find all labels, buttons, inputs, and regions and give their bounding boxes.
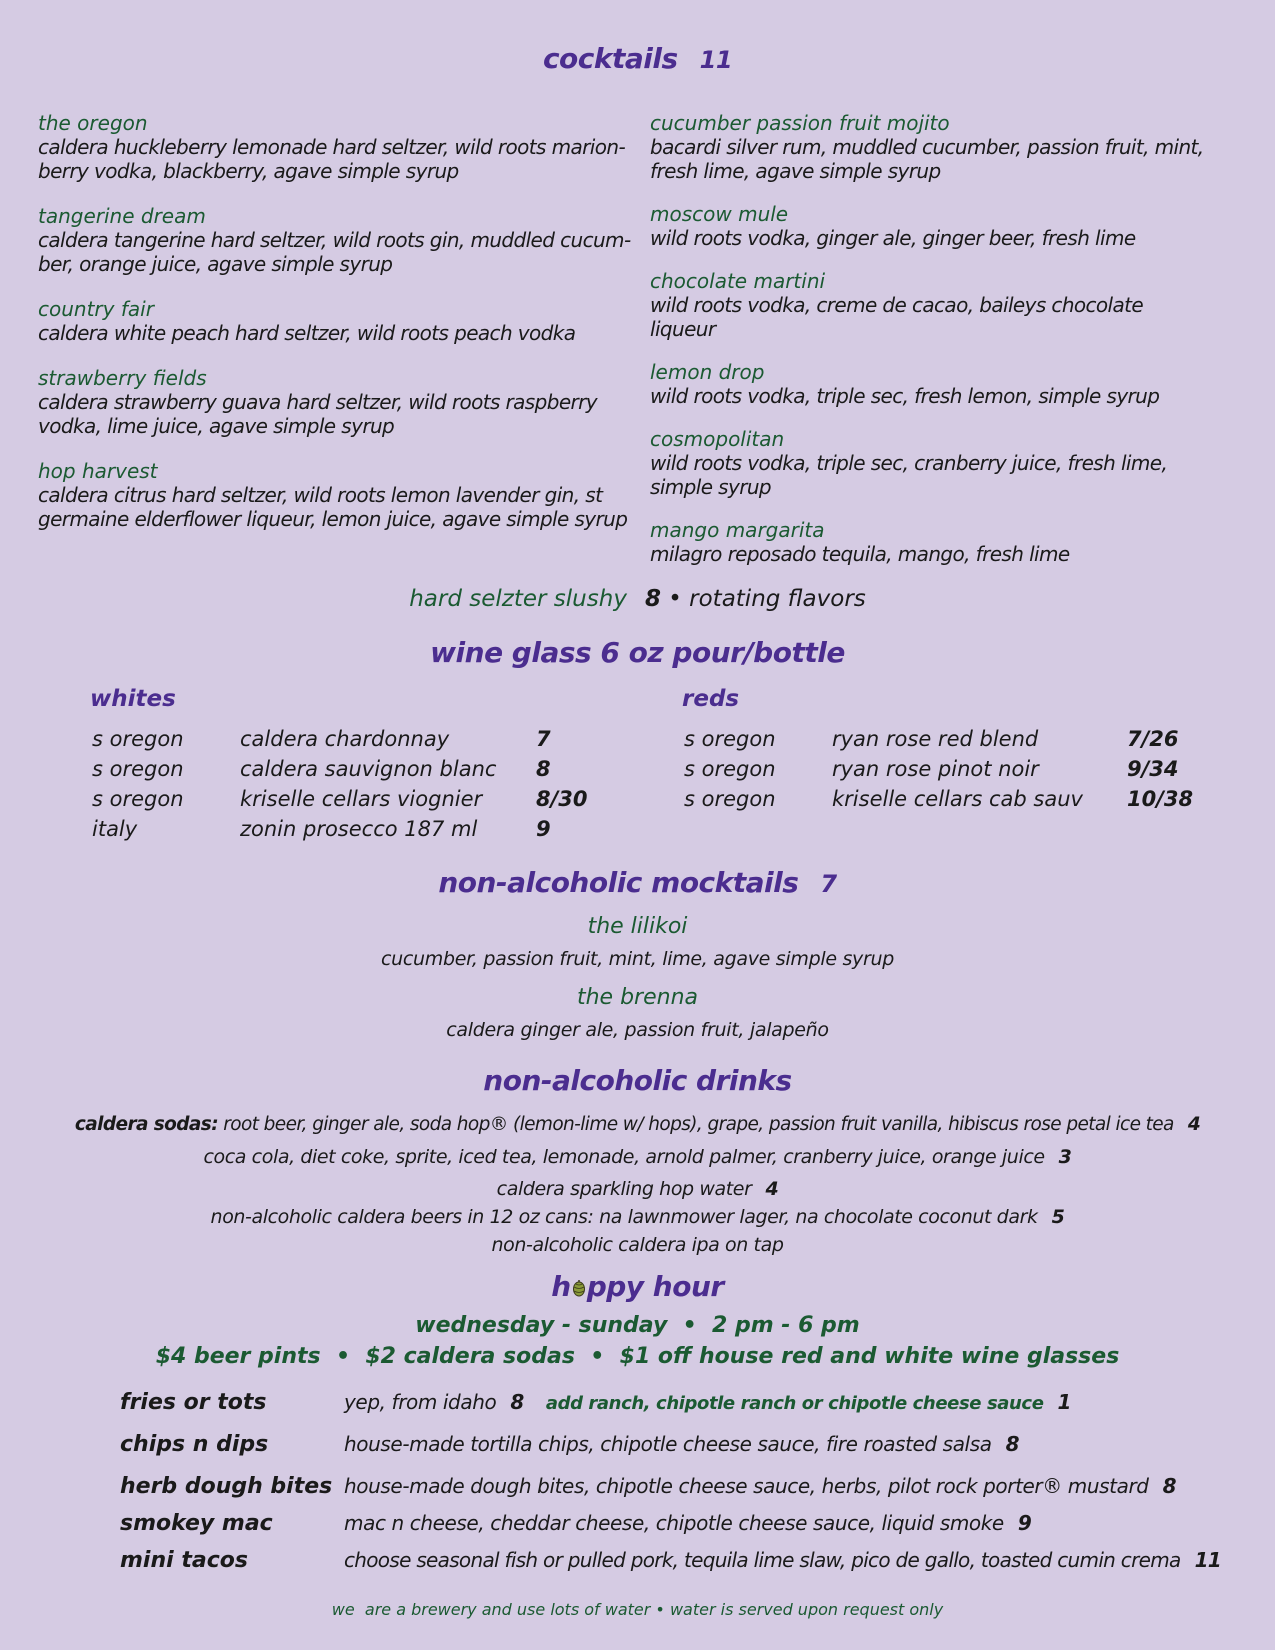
drink-description: caldera tangerine hard seltzer, wild roots gin, muddled cucum-ber, orange juice, agave simple syrup xyxy=(38,228,631,276)
wine-origin: italy xyxy=(92,817,138,841)
food-description: house-made dough bites, chipotle cheese sauce, herbs, pilot rock porter® mustard xyxy=(344,1474,1149,1498)
drink-name: cosmopolitan xyxy=(650,427,785,451)
happy-hour-title-end: ppy hour xyxy=(586,1270,724,1303)
wine-name: ryan rose red blend xyxy=(832,727,1039,751)
wine-price: 7 xyxy=(536,727,551,751)
food-description-group xyxy=(344,1548,1221,1572)
wine-origin: s oregon xyxy=(684,757,776,781)
wine-row xyxy=(684,787,1204,817)
slushy-name: hard selzter slushy xyxy=(409,586,627,612)
mocktails-heading xyxy=(0,866,1275,899)
food-addon: add ranch, chipotle ranch or chipotle cheese sauce xyxy=(545,1393,1044,1414)
slushy-line xyxy=(0,586,1275,612)
food-description: choose seasonal fish or pulled pork, tequila lime slaw, pico de gallo, toasted cumin crema xyxy=(344,1548,1181,1572)
drink-description: caldera huckleberry lemonade hard seltzer, wild roots marion-berry vodka, blackberry, agave simple syrup xyxy=(38,135,626,183)
cocktails-right-column xyxy=(650,112,1210,586)
happy-hour-heading xyxy=(0,1270,1275,1303)
wine-name: caldera sauvignon blanc xyxy=(240,757,497,781)
wine-row xyxy=(684,757,1204,787)
drink-name: strawberry fields xyxy=(38,366,207,390)
menu-item xyxy=(650,203,1210,250)
whites-table xyxy=(92,727,612,847)
wine-price: 8/30 xyxy=(536,787,588,811)
drink-name: cucumber passion fruit mojito xyxy=(650,111,950,135)
na-drinks-heading: non-alcoholic drinks xyxy=(483,1064,792,1097)
mocktails-title: non-alcoholic mocktails xyxy=(438,866,799,899)
menu-item xyxy=(38,205,638,276)
hop-water-desc: caldera sparkling hop water xyxy=(496,1178,752,1200)
food-description: house-made tortilla chips, chipotle cheese sauce, fire roasted salsa xyxy=(344,1432,992,1456)
wine-row xyxy=(684,727,1204,757)
food-description-group xyxy=(344,1390,1071,1414)
caldera-sodas-price: 4 xyxy=(1187,1114,1201,1135)
wine-price: 8 xyxy=(536,757,551,781)
wine-origin: s oregon xyxy=(92,787,184,811)
footer-note: we are a brewery and use lots of water • water is served upon request only xyxy=(331,1600,944,1619)
wine-price: 7/26 xyxy=(1127,727,1179,751)
menu-item xyxy=(650,361,1210,408)
menu-item xyxy=(38,367,638,438)
reds-heading: reds xyxy=(682,686,740,712)
soft-drinks-desc: coca cola, diet coke, sprite, iced tea, lemonade, arnold palmer, cranberry juice, orange juice xyxy=(203,1146,1045,1168)
hop-icon xyxy=(572,1271,586,1289)
reds-table xyxy=(684,727,1204,817)
menu-item xyxy=(38,460,638,531)
menu-item xyxy=(650,519,1210,566)
drink-name: chocolate martini xyxy=(650,269,826,293)
caldera-sodas-label: caldera sodas: xyxy=(74,1114,218,1135)
wine-origin: s oregon xyxy=(684,787,776,811)
happy-hour-title-start: h xyxy=(551,1270,571,1303)
soft-drinks-price: 3 xyxy=(1058,1146,1072,1168)
cocktails-left-column xyxy=(38,112,638,553)
menu-item xyxy=(650,270,1210,341)
drink-name: lemon drop xyxy=(650,360,765,384)
wine-name: kriselle cellars cab sauv xyxy=(832,787,1083,811)
happy-hour-deals: $4 beer pints • $2 caldera sodas • $1 off house red and white wine glasses xyxy=(155,1344,1120,1369)
wine-origin: s oregon xyxy=(684,727,776,751)
food-name: smokey mac xyxy=(120,1511,273,1536)
wine-origin: s oregon xyxy=(92,757,184,781)
food-addon-price: 1 xyxy=(1057,1390,1072,1414)
menu-item xyxy=(650,428,1210,499)
food-description-group xyxy=(344,1474,1176,1498)
cocktails-price: 11 xyxy=(699,46,733,74)
mocktail-name: the lilikoi xyxy=(587,914,688,939)
slushy-note: • rotating flavors xyxy=(668,586,866,612)
food-price: 8 xyxy=(1162,1474,1177,1498)
drink-description: caldera white peach hard seltzer, wild roots peach vodka xyxy=(38,321,576,345)
drink-description: wild roots vodka, triple sec, cranberry juice, fresh lime, simple syrup xyxy=(650,451,1168,499)
drink-description: wild roots vodka, ginger ale, ginger beer, fresh lime xyxy=(650,226,1136,250)
food-name: chips n dips xyxy=(120,1432,269,1457)
menu-item xyxy=(650,112,1210,183)
food-price: 8 xyxy=(510,1390,524,1414)
caldera-sodas-line xyxy=(0,1114,1275,1135)
wine-row xyxy=(92,757,612,787)
drink-name: hop harvest xyxy=(38,459,158,483)
cocktails-title: cocktails xyxy=(542,42,678,75)
mocktail-description: cucumber, passion fruit, mint, lime, agave simple syrup xyxy=(380,948,895,970)
na-ipa-line: non-alcoholic caldera ipa on tap xyxy=(491,1234,784,1256)
drink-description: milagro reposado tequila, mango, fresh lime xyxy=(650,542,1070,566)
drink-description: bacardi silver rum, muddled cucumber, passion fruit, mint, fresh lime, agave simple syrup xyxy=(650,135,1204,183)
wine-price: 9/34 xyxy=(1127,757,1179,781)
drink-name: country fair xyxy=(38,297,154,321)
food-description-group xyxy=(344,1432,1019,1456)
wine-name: zonin prosecco 187 ml xyxy=(240,817,478,841)
happy-hour-days: wednesday - sunday • 2 pm - 6 pm xyxy=(415,1313,860,1338)
mocktail-name: the brenna xyxy=(576,985,698,1010)
wine-price: 10/38 xyxy=(1127,787,1194,811)
food-price: 9 xyxy=(1017,1511,1032,1535)
wine-row xyxy=(92,727,612,757)
drink-name: tangerine dream xyxy=(38,204,206,228)
drink-description: wild roots vodka, creme de cacao, baileys chocolate liqueur xyxy=(650,293,1144,341)
wine-price: 9 xyxy=(536,817,551,841)
hop-water-price: 4 xyxy=(765,1178,779,1200)
drink-description: caldera strawberry guava hard seltzer, wild roots raspberry vodka, lime juice, agave simple syrup xyxy=(38,390,598,438)
food-description-group xyxy=(344,1511,1031,1535)
na-beers-price: 5 xyxy=(1051,1206,1065,1228)
drink-name: the oregon xyxy=(38,111,148,135)
caldera-sodas-desc: root beer, ginger ale, soda hop® (lemon-lime w/ hops), grape, passion fruit vanilla, hibiscus rose petal ice tea xyxy=(223,1114,1174,1135)
food-description: yep, from idaho xyxy=(344,1390,497,1414)
menu-item xyxy=(38,112,638,183)
food-price: 11 xyxy=(1194,1548,1222,1572)
mocktail-description: caldera ginger ale, passion fruit, jalapeño xyxy=(446,1019,829,1041)
slushy-price: 8 xyxy=(644,586,661,612)
drink-name: mango margarita xyxy=(650,518,825,542)
drink-description: wild roots vodka, triple sec, fresh lemon, simple syrup xyxy=(650,384,1160,408)
food-name: mini tacos xyxy=(120,1548,248,1573)
food-name: herb dough bites xyxy=(120,1474,333,1499)
wine-origin: s oregon xyxy=(92,727,184,751)
mocktails-price: 7 xyxy=(820,870,837,898)
food-price: 8 xyxy=(1005,1432,1020,1456)
wine-heading: wine glass 6 oz pour/bottle xyxy=(430,636,845,669)
menu-item xyxy=(38,298,638,345)
wine-row xyxy=(92,817,612,847)
wine-row xyxy=(92,787,612,817)
hop-water-line xyxy=(0,1178,1275,1200)
wine-name: ryan rose pinot noir xyxy=(832,757,1039,781)
wine-name: kriselle cellars viognier xyxy=(240,787,483,811)
na-beers-line xyxy=(0,1206,1275,1228)
food-description: mac n cheese, cheddar cheese, chipotle cheese sauce, liquid smoke xyxy=(344,1511,1004,1535)
whites-heading: whites xyxy=(90,686,176,712)
wine-name: caldera chardonnay xyxy=(240,727,450,751)
cocktails-heading xyxy=(0,42,1275,75)
food-name: fries or tots xyxy=(120,1390,267,1415)
drink-description: caldera citrus hard seltzer, wild roots lemon lavender gin, st germaine elderflower liqueur, lemon juice, agave simple syrup xyxy=(38,483,628,531)
drink-name: moscow mule xyxy=(650,202,789,226)
soft-drinks-line xyxy=(0,1146,1275,1168)
na-beers-desc: non-alcoholic caldera beers in 12 oz cans: na lawnmower lager, na chocolate coconut dark xyxy=(210,1206,1038,1228)
